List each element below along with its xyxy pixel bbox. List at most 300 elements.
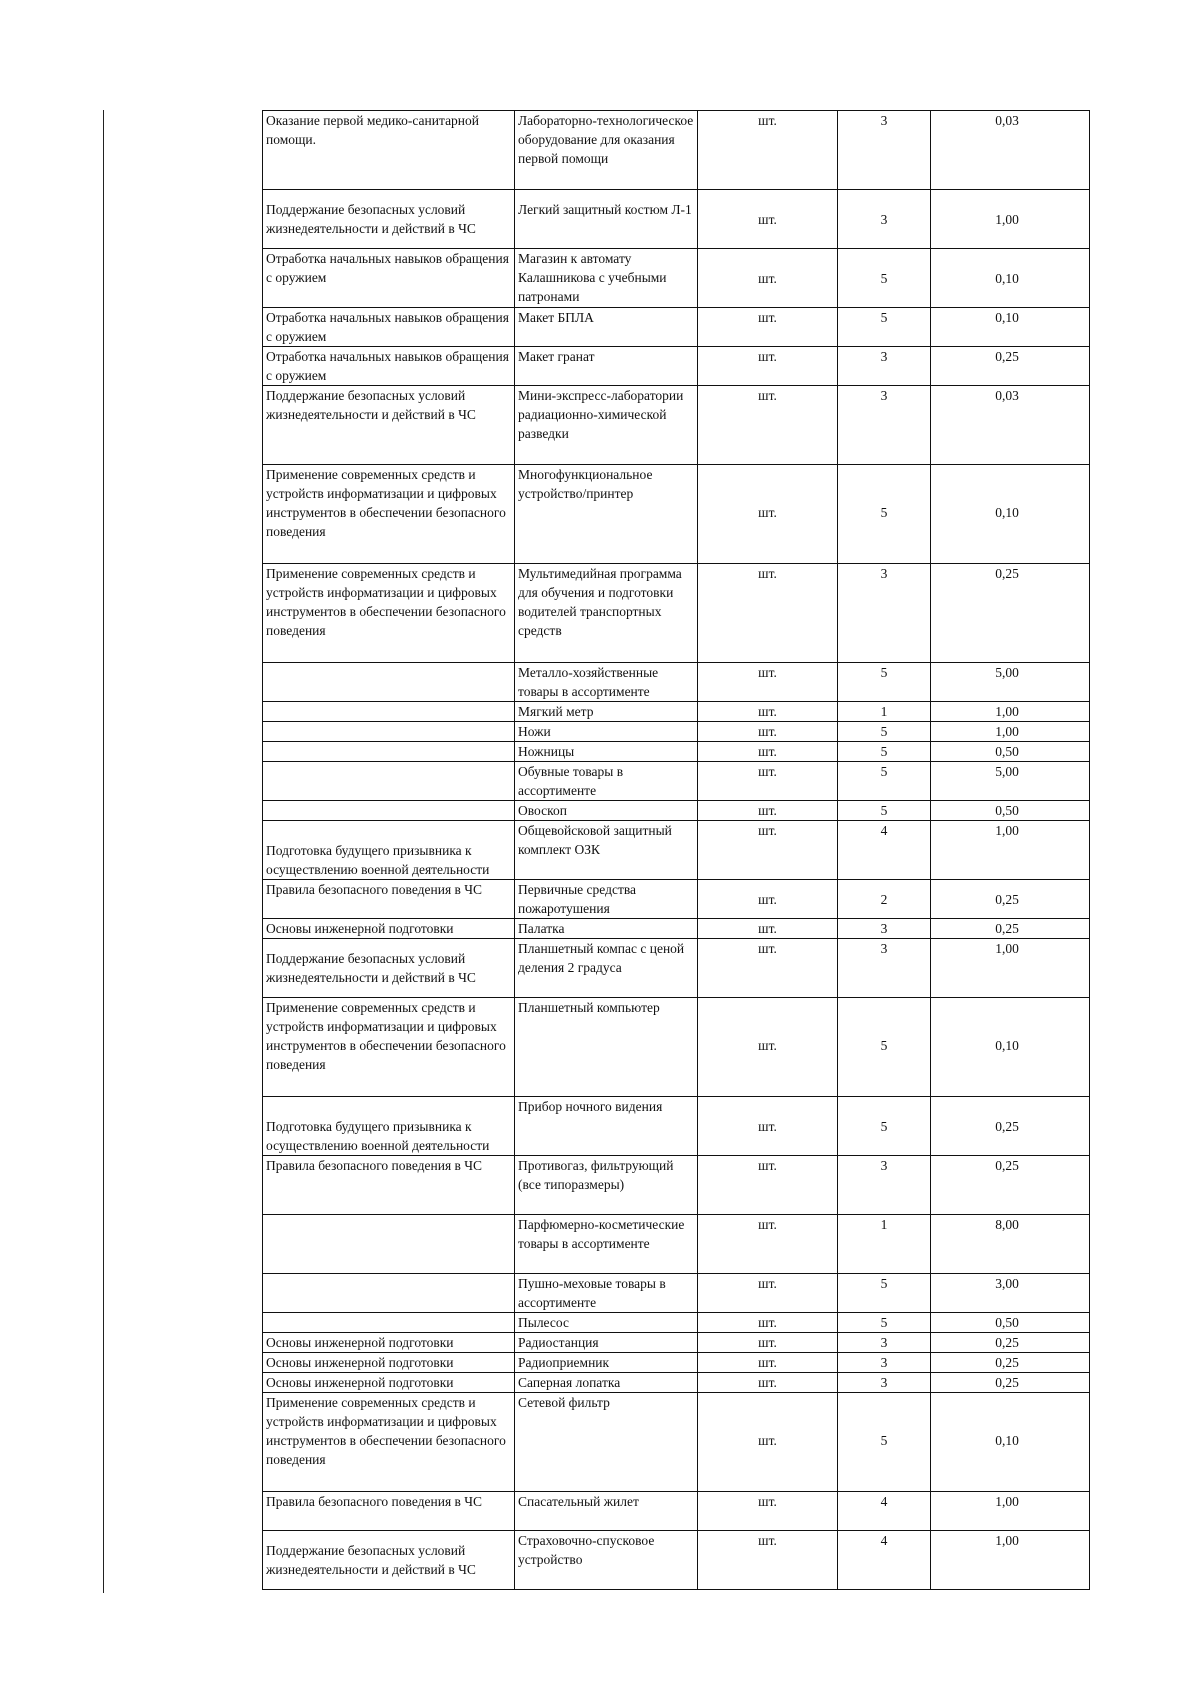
topic-text: Основы инженерной подготовки: [266, 1355, 454, 1370]
quantity-cell: [838, 1333, 931, 1353]
unit-cell: [698, 762, 838, 801]
norm-cell: [931, 1097, 1090, 1156]
item-name-cell: [515, 347, 698, 386]
norm-text: 0,25: [995, 892, 1019, 907]
quantity-text: 3: [880, 1375, 888, 1390]
item-name-text: Пушно-меховые товары в ассортименте: [518, 1276, 666, 1310]
quantity-cell: [838, 386, 931, 465]
quantity-cell: [838, 998, 931, 1097]
topic-text: Поддержание безопасных условий жизнедеятельности и действий в ЧС: [266, 1543, 476, 1577]
table-row: [263, 939, 1090, 998]
quantity-cell: [838, 347, 931, 386]
item-name-text: Ножницы: [518, 744, 575, 759]
topic-text: Отработка начальных навыков обращения с оружием: [266, 251, 509, 285]
item-name-text: Овоскоп: [518, 803, 567, 818]
unit-text: шт.: [758, 349, 777, 364]
quantity-text: 3: [880, 113, 888, 128]
item-name-text: Мини-экспресс-лаборатории радиационно-химической разведки: [518, 388, 684, 441]
item-name-text: Страховочно-спусковое устройство: [518, 1533, 655, 1567]
quantity-cell: [838, 465, 931, 564]
unit-text: шт.: [758, 566, 777, 581]
topic-text: Основы инженерной подготовки: [266, 1335, 454, 1350]
topic-cell: [263, 722, 515, 742]
topic-cell: [263, 190, 515, 249]
topic-text: Правила безопасного поведения в ЧС: [266, 1158, 483, 1173]
item-name-text: Макет гранат: [518, 349, 595, 364]
topic-cell: [263, 742, 515, 762]
norm-text: 0,25: [995, 1355, 1019, 1370]
item-name-text: Первичные средства пожаротушения: [518, 882, 637, 916]
quantity-cell: [838, 1097, 931, 1156]
unit-cell: [698, 386, 838, 465]
table-row: [263, 465, 1090, 564]
norm-cell: [931, 821, 1090, 880]
unit-cell: [698, 998, 838, 1097]
quantity-cell: [838, 249, 931, 308]
norm-text: 1,00: [995, 1533, 1019, 1548]
unit-text: шт.: [758, 388, 777, 403]
topic-text: Подготовка будущего призывника к осуществлению военной деятельности: [266, 1119, 490, 1153]
norm-cell: [931, 249, 1090, 308]
norm-cell: [931, 308, 1090, 347]
item-name-cell: [515, 190, 698, 249]
topic-text: Оказание первой медико-санитарной помощи.: [266, 113, 480, 147]
norm-cell: [931, 663, 1090, 702]
table-row: [263, 111, 1090, 190]
item-name-text: Мультимедийная программа для обучения и подготовки водителей транспортных средств: [518, 566, 682, 638]
table-row: [263, 1313, 1090, 1333]
quantity-text: 5: [880, 764, 888, 779]
norm-text: 1,00: [995, 212, 1019, 227]
unit-cell: [698, 801, 838, 821]
table-row: [263, 308, 1090, 347]
unit-cell: [698, 880, 838, 919]
quantity-text: 5: [880, 724, 888, 739]
table-row: [263, 1492, 1090, 1531]
item-name-cell: [515, 1274, 698, 1313]
quantity-cell: [838, 1373, 931, 1393]
norm-cell: [931, 347, 1090, 386]
norm-cell: [931, 1156, 1090, 1215]
item-name-text: Металло-хозяйственные товары в ассортименте: [518, 665, 659, 699]
norm-cell: [931, 1373, 1090, 1393]
topic-cell: [263, 663, 515, 702]
quantity-text: 5: [880, 310, 888, 325]
topic-cell: [263, 111, 515, 190]
topic-cell: [263, 564, 515, 663]
unit-cell: [698, 742, 838, 762]
quantity-cell: [838, 821, 931, 880]
quantity-text: 3: [880, 566, 888, 581]
item-name-cell: [515, 998, 698, 1097]
item-name-text: Мягкий метр: [518, 704, 594, 719]
table-row: [263, 722, 1090, 742]
unit-text: шт.: [758, 1038, 777, 1053]
topic-text: Применение современных средств и устройств информатизации и цифровых инструментов в обеспечении безопасного поведения: [266, 467, 506, 539]
norm-text: 0,03: [995, 388, 1019, 403]
unit-text: шт.: [758, 271, 777, 286]
table-row: [263, 1531, 1090, 1590]
unit-text: шт.: [758, 505, 777, 520]
table-row: [263, 347, 1090, 386]
norm-cell: [931, 742, 1090, 762]
item-name-cell: [515, 742, 698, 762]
unit-text: шт.: [758, 1375, 777, 1390]
norm-cell: [931, 190, 1090, 249]
quantity-cell: [838, 742, 931, 762]
topic-cell: [263, 1333, 515, 1353]
topic-cell: [263, 1353, 515, 1373]
item-name-cell: [515, 1373, 698, 1393]
unit-cell: [698, 663, 838, 702]
quantity-cell: [838, 801, 931, 821]
topic-cell: [263, 1373, 515, 1393]
unit-text: шт.: [758, 310, 777, 325]
item-name-text: Легкий защитный костюм Л-1: [518, 202, 692, 217]
quantity-text: 3: [880, 1335, 888, 1350]
item-name-cell: [515, 762, 698, 801]
quantity-text: 5: [880, 271, 888, 286]
unit-cell: [698, 702, 838, 722]
unit-cell: [698, 1393, 838, 1492]
item-name-text: Планшетный компьютер: [518, 1000, 660, 1015]
table-row: [263, 1393, 1090, 1492]
unit-text: шт.: [758, 212, 777, 227]
quantity-cell: [838, 190, 931, 249]
quantity-cell: [838, 1215, 931, 1274]
norm-cell: [931, 880, 1090, 919]
topic-text: Поддержание безопасных условий жизнедеятельности и действий в ЧС: [266, 202, 476, 236]
topic-cell: [263, 880, 515, 919]
topic-cell: [263, 1156, 515, 1215]
quantity-cell: [838, 1531, 931, 1590]
unit-cell: [698, 821, 838, 880]
unit-text: шт.: [758, 1158, 777, 1173]
norm-cell: [931, 722, 1090, 742]
unit-cell: [698, 1353, 838, 1373]
unit-cell: [698, 190, 838, 249]
table-row: [263, 1097, 1090, 1156]
quantity-cell: [838, 111, 931, 190]
item-name-cell: [515, 564, 698, 663]
topic-text: Поддержание безопасных условий жизнедеятельности и действий в ЧС: [266, 388, 476, 422]
unit-text: шт.: [758, 921, 777, 936]
topic-cell: [263, 1492, 515, 1531]
unit-text: шт.: [758, 1533, 777, 1548]
topic-cell: [263, 465, 515, 564]
norm-text: 0,10: [995, 1038, 1019, 1053]
topic-cell: [263, 1274, 515, 1313]
topic-cell: [263, 386, 515, 465]
table-row: [263, 564, 1090, 663]
item-name-cell: [515, 1333, 698, 1353]
quantity-text: 1: [880, 1217, 888, 1232]
quantity-text: 3: [880, 1355, 888, 1370]
topic-text: Применение современных средств и устройств информатизации и цифровых инструментов в обеспечении безопасного поведения: [266, 566, 506, 638]
quantity-text: 3: [880, 349, 888, 364]
table-row: [263, 801, 1090, 821]
quantity-cell: [838, 308, 931, 347]
item-name-text: Саперная лопатка: [518, 1375, 621, 1390]
unit-cell: [698, 308, 838, 347]
quantity-text: 5: [880, 1276, 888, 1291]
quantity-cell: [838, 1492, 931, 1531]
norm-cell: [931, 801, 1090, 821]
norm-text: 0,10: [995, 505, 1019, 520]
item-name-cell: [515, 111, 698, 190]
quantity-cell: [838, 919, 931, 939]
item-name-cell: [515, 1531, 698, 1590]
unit-cell: [698, 1313, 838, 1333]
item-name-cell: [515, 308, 698, 347]
quantity-cell: [838, 564, 931, 663]
item-name-cell: [515, 663, 698, 702]
unit-text: шт.: [758, 704, 777, 719]
page-margin-line: [103, 110, 104, 1593]
item-name-cell: [515, 249, 698, 308]
norm-text: 0,25: [995, 349, 1019, 364]
norm-cell: [931, 939, 1090, 998]
item-name-text: Радиоприемник: [518, 1355, 610, 1370]
table-row: [263, 919, 1090, 939]
norm-text: 0,25: [995, 921, 1019, 936]
table-row: [263, 702, 1090, 722]
unit-text: шт.: [758, 1335, 777, 1350]
norm-text: 0,03: [995, 113, 1019, 128]
unit-text: шт.: [758, 1315, 777, 1330]
item-name-text: Противогаз, фильтрующий (все типоразмеры): [518, 1158, 674, 1192]
unit-cell: [698, 1215, 838, 1274]
quantity-text: 5: [880, 1433, 888, 1448]
norm-text: 1,00: [995, 1494, 1019, 1509]
quantity-cell: [838, 939, 931, 998]
topic-cell: [263, 919, 515, 939]
item-name-cell: [515, 919, 698, 939]
norm-text: 0,25: [995, 566, 1019, 581]
norm-text: 0,50: [995, 803, 1019, 818]
item-name-text: Лабораторно-технологическое оборудование для оказания первой помощи: [518, 113, 694, 166]
unit-cell: [698, 564, 838, 663]
topic-text: Основы инженерной подготовки: [266, 921, 454, 936]
norm-text: 1,00: [995, 704, 1019, 719]
item-name-text: Парфюмерно-косметические товары в ассортименте: [518, 1217, 685, 1251]
unit-cell: [698, 465, 838, 564]
topic-text: Отработка начальных навыков обращения с оружием: [266, 349, 509, 383]
unit-cell: [698, 1097, 838, 1156]
quantity-text: 5: [880, 803, 888, 818]
topic-text: Подготовка будущего призывника к осуществлению военной деятельности: [266, 843, 490, 877]
norm-cell: [931, 762, 1090, 801]
item-name-text: Прибор ночного видения: [518, 1099, 663, 1114]
norm-cell: [931, 1353, 1090, 1373]
norm-cell: [931, 1274, 1090, 1313]
item-name-cell: [515, 1156, 698, 1215]
topic-cell: [263, 1097, 515, 1156]
norm-text: 0,50: [995, 1315, 1019, 1330]
quantity-text: 3: [880, 388, 888, 403]
unit-cell: [698, 249, 838, 308]
topic-cell: [263, 249, 515, 308]
quantity-cell: [838, 1353, 931, 1373]
topic-text: Основы инженерной подготовки: [266, 1375, 454, 1390]
unit-text: шт.: [758, 803, 777, 818]
quantity-cell: [838, 1393, 931, 1492]
quantity-text: 5: [880, 505, 888, 520]
item-name-text: Магазин к автомату Калашникова с учебными патронами: [518, 251, 667, 304]
norm-text: 0,10: [995, 1433, 1019, 1448]
quantity-text: 4: [880, 1533, 888, 1548]
item-name-text: Общевойсковой защитный комплект ОЗК: [518, 823, 672, 857]
norm-text: 0,25: [995, 1335, 1019, 1350]
table-row: [263, 663, 1090, 702]
table-row: [263, 249, 1090, 308]
unit-cell: [698, 347, 838, 386]
topic-cell: [263, 801, 515, 821]
item-name-cell: [515, 880, 698, 919]
quantity-text: 1: [880, 704, 888, 719]
item-name-cell: [515, 1492, 698, 1531]
norm-cell: [931, 111, 1090, 190]
table-row: [263, 190, 1090, 249]
quantity-cell: [838, 1313, 931, 1333]
topic-text: Отработка начальных навыков обращения с оружием: [266, 310, 509, 344]
unit-text: шт.: [758, 1494, 777, 1509]
topic-cell: [263, 1313, 515, 1333]
unit-text: шт.: [758, 941, 777, 956]
table-row: [263, 998, 1090, 1097]
table-row: [263, 1333, 1090, 1353]
unit-text: шт.: [758, 892, 777, 907]
quantity-text: 5: [880, 1119, 888, 1134]
norm-cell: [931, 1492, 1090, 1531]
norm-cell: [931, 919, 1090, 939]
topic-cell: [263, 347, 515, 386]
item-name-cell: [515, 1353, 698, 1373]
norm-text: 0,25: [995, 1158, 1019, 1173]
norm-cell: [931, 564, 1090, 663]
quantity-text: 4: [880, 823, 888, 838]
topic-text: Поддержание безопасных условий жизнедеятельности и действий в ЧС: [266, 951, 476, 985]
norm-text: 5,00: [995, 764, 1019, 779]
norm-text: 3,00: [995, 1276, 1019, 1291]
item-name-text: Палатка: [518, 921, 565, 936]
norm-text: 0,10: [995, 271, 1019, 286]
item-name-text: Ножи: [518, 724, 551, 739]
quantity-text: 5: [880, 665, 888, 680]
equipment-table: [262, 110, 1090, 1590]
topic-cell: [263, 821, 515, 880]
item-name-text: Пылесос: [518, 1315, 569, 1330]
unit-text: шт.: [758, 1119, 777, 1134]
quantity-text: 3: [880, 941, 888, 956]
unit-text: шт.: [758, 1433, 777, 1448]
quantity-cell: [838, 702, 931, 722]
norm-cell: [931, 1313, 1090, 1333]
norm-cell: [931, 1333, 1090, 1353]
norm-cell: [931, 702, 1090, 722]
quantity-text: 5: [880, 744, 888, 759]
norm-text: 1,00: [995, 823, 1019, 838]
norm-cell: [931, 998, 1090, 1097]
unit-text: шт.: [758, 764, 777, 779]
topic-cell: [263, 1215, 515, 1274]
item-name-cell: [515, 722, 698, 742]
norm-cell: [931, 1215, 1090, 1274]
unit-cell: [698, 1156, 838, 1215]
unit-cell: [698, 1531, 838, 1590]
norm-text: 5,00: [995, 665, 1019, 680]
topic-text: Применение современных средств и устройств информатизации и цифровых инструментов в обеспечении безопасного поведения: [266, 1395, 506, 1467]
table-row: [263, 1373, 1090, 1393]
table-row: [263, 1156, 1090, 1215]
topic-cell: [263, 702, 515, 722]
quantity-cell: [838, 1274, 931, 1313]
quantity-cell: [838, 762, 931, 801]
topic-cell: [263, 939, 515, 998]
norm-text: 0,25: [995, 1119, 1019, 1134]
quantity-cell: [838, 663, 931, 702]
item-name-cell: [515, 386, 698, 465]
unit-cell: [698, 1274, 838, 1313]
item-name-cell: [515, 939, 698, 998]
item-name-text: Планшетный компас с ценой деления 2 градуса: [518, 941, 685, 975]
item-name-cell: [515, 1313, 698, 1333]
table-body: [263, 111, 1090, 1590]
topic-cell: [263, 998, 515, 1097]
unit-cell: [698, 1373, 838, 1393]
item-name-cell: [515, 1393, 698, 1492]
unit-cell: [698, 1492, 838, 1531]
table-row: [263, 1274, 1090, 1313]
topic-text: Применение современных средств и устройств информатизации и цифровых инструментов в обеспечении безопасного поведения: [266, 1000, 506, 1072]
table-row: [263, 386, 1090, 465]
table-row: [263, 880, 1090, 919]
topic-text: Правила безопасного поведения в ЧС: [266, 882, 483, 897]
norm-cell: [931, 386, 1090, 465]
table-row: [263, 742, 1090, 762]
norm-text: 0,25: [995, 1375, 1019, 1390]
table-row: [263, 821, 1090, 880]
unit-cell: [698, 939, 838, 998]
item-name-cell: [515, 1097, 698, 1156]
norm-cell: [931, 465, 1090, 564]
unit-text: шт.: [758, 665, 777, 680]
item-name-text: Спасательный жилет: [518, 1494, 639, 1509]
quantity-text: 5: [880, 1315, 888, 1330]
unit-text: шт.: [758, 1355, 777, 1370]
norm-text: 8,00: [995, 1217, 1019, 1232]
unit-text: шт.: [758, 113, 777, 128]
item-name-text: Радиостанция: [518, 1335, 599, 1350]
item-name-text: Многофункциональное устройство/принтер: [518, 467, 653, 501]
quantity-cell: [838, 880, 931, 919]
norm-text: 0,50: [995, 744, 1019, 759]
item-name-cell: [515, 801, 698, 821]
quantity-text: 2: [880, 892, 888, 907]
unit-cell: [698, 1333, 838, 1353]
unit-cell: [698, 722, 838, 742]
item-name-text: Макет БПЛА: [518, 310, 594, 325]
quantity-text: 3: [880, 921, 888, 936]
item-name-cell: [515, 1215, 698, 1274]
item-name-text: Сетевой фильтр: [518, 1395, 610, 1410]
item-name-cell: [515, 465, 698, 564]
table-row: [263, 762, 1090, 801]
norm-cell: [931, 1393, 1090, 1492]
unit-cell: [698, 111, 838, 190]
quantity-text: 3: [880, 212, 888, 227]
unit-text: шт.: [758, 1276, 777, 1291]
